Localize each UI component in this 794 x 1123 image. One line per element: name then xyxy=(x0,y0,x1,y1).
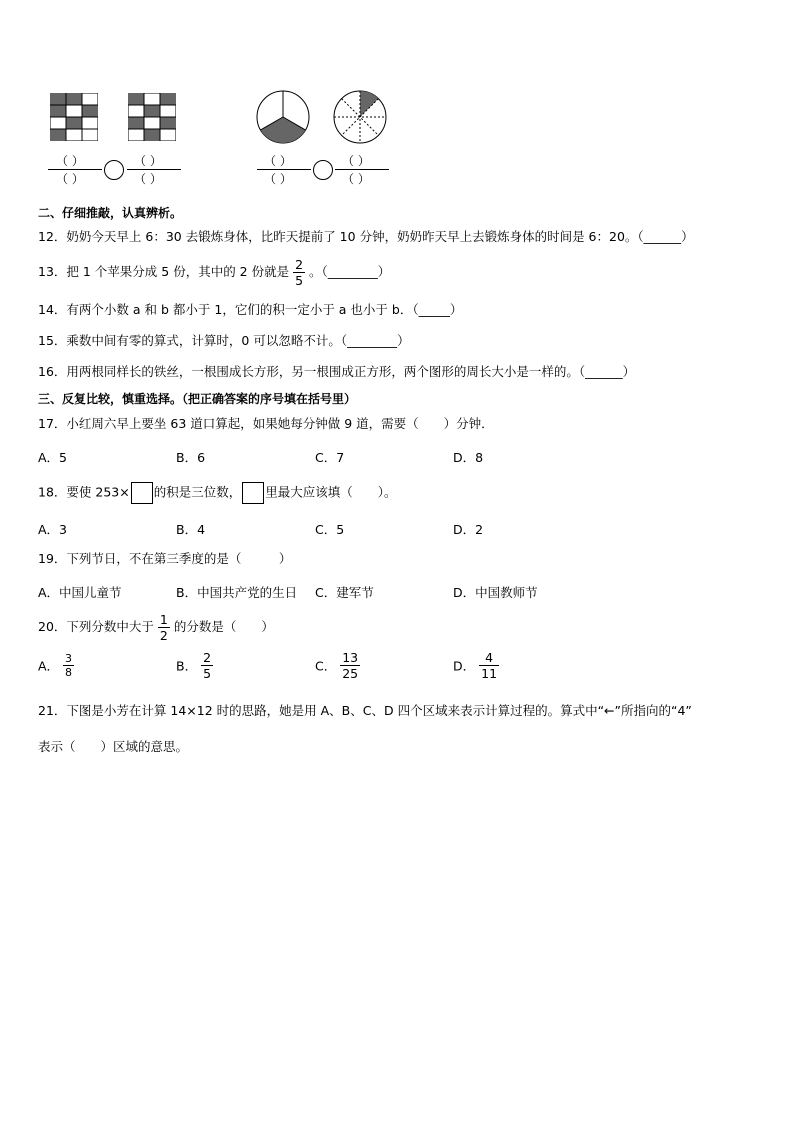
q13-denominator: 5 xyxy=(295,273,304,288)
blank-den-3: （ ） xyxy=(264,172,292,186)
q13-fraction xyxy=(293,257,305,288)
q17-option-b[interactable]: B．6 xyxy=(176,450,206,465)
q20-option-b-num: 2 xyxy=(203,650,212,665)
question-17: 17．小红周六早上要坐 63 道口算起，如果她每分钟做 9 道，需要（ ）分钟． xyxy=(38,416,494,431)
q17-option-c[interactable]: C．7 xyxy=(315,450,345,465)
q20-option-a-letter: A． xyxy=(38,658,60,674)
q20-option-a-den: 8 xyxy=(65,666,73,679)
q19-option-b[interactable]: B．中国共产党的生日 xyxy=(176,585,298,600)
q19-option-a[interactable]: A．中国儿童节 xyxy=(38,585,122,600)
q17-option-a[interactable]: A．5 xyxy=(38,450,68,465)
frac-line-3 xyxy=(257,169,311,170)
blank-den-1: （ ） xyxy=(56,172,84,186)
q20-option-d[interactable] xyxy=(453,650,499,681)
blank-num-1: （ ） xyxy=(56,154,84,168)
question-15: 15．乘数中间有零的算式，计算时，0 可以忽略不计。（________） xyxy=(38,333,410,348)
q21-text-end: ”所指向的“4” xyxy=(614,703,692,718)
q20-option-d-num: 4 xyxy=(485,650,494,665)
grid-left-svg xyxy=(50,93,98,141)
q18-tail: 里最大应该填（ ）。 xyxy=(265,484,397,500)
arrow-left-icon: ← xyxy=(604,703,615,718)
q13-text: 13．把 1 个苹果分成 5 份，其中的 2 份就是 xyxy=(38,264,290,279)
question-19: 19．下列节日，不在第三季度的是（ ） xyxy=(38,551,292,566)
question-13 xyxy=(38,257,390,288)
circle-right-svg xyxy=(333,90,387,144)
q20-fraction xyxy=(158,612,170,643)
q18-option-c[interactable]: C．5 xyxy=(315,522,345,537)
question-21-line-1 xyxy=(38,703,692,719)
q20-tail: 的分数是（ ） xyxy=(173,619,274,634)
q20-option-c[interactable] xyxy=(315,650,360,681)
q18-box-2[interactable] xyxy=(242,482,264,504)
q19-option-d[interactable]: D．中国教师节 xyxy=(453,585,538,600)
q20-denominator: 2 xyxy=(159,628,168,643)
section-2-heading: 二、仔细推敲，认真辨析。 xyxy=(38,206,183,220)
q20-option-b-den: 5 xyxy=(203,666,212,681)
compare-circle-1[interactable] xyxy=(104,160,124,180)
question-14: 14．有两个小数 a 和 b 都小于 1，它们的积一定小于 a 也小于 b．（_____） xyxy=(38,302,463,317)
grid-figure-left xyxy=(50,93,98,145)
blank-num-3: （ ） xyxy=(264,154,292,168)
blank-den-4: （ ） xyxy=(342,172,370,186)
q20-option-b-fraction xyxy=(201,650,213,681)
q20-option-d-letter: D． xyxy=(453,658,476,674)
q13-tail: 。（________） xyxy=(309,264,391,279)
question-21-line-2: 表示（ ）区域的意思。 xyxy=(38,739,189,754)
q18-option-a[interactable]: A．3 xyxy=(38,522,68,537)
q20-option-c-fraction xyxy=(340,650,360,681)
frac-line-4 xyxy=(335,169,389,170)
question-20 xyxy=(38,612,274,643)
blank-num-4: （ ） xyxy=(342,154,370,168)
circle-left-svg xyxy=(256,90,310,144)
compare-circle-2[interactable] xyxy=(313,160,333,180)
q20-option-a-fraction xyxy=(63,652,74,679)
blank-den-2: （ ） xyxy=(134,172,162,186)
q20-option-b[interactable] xyxy=(176,650,213,681)
q18-box-1[interactable] xyxy=(131,482,153,504)
q20-option-c-letter: C． xyxy=(315,658,337,674)
section-3-heading: 三、反复比较，慎重选择。（把正确答案的序号填在括号里） xyxy=(38,392,357,406)
grid-right-svg xyxy=(128,93,176,141)
question-16: 16．用两根同样长的铁丝，一根围成长方形，另一根围成正方形，两个图形的周长大小是一样的。（______） xyxy=(38,364,636,379)
q20-option-d-fraction xyxy=(479,650,499,681)
question-18 xyxy=(38,482,397,504)
q20-numerator: 1 xyxy=(159,612,168,627)
q18-text: 18．要使 253× xyxy=(38,484,130,500)
q18-mid: 的积是三位数， xyxy=(153,484,242,500)
q18-option-b[interactable]: B．4 xyxy=(176,522,206,537)
q19-option-c[interactable]: C．建军节 xyxy=(315,585,374,600)
q20-option-a-num: 3 xyxy=(65,652,73,665)
q20-option-a[interactable] xyxy=(38,652,74,679)
question-12: 12．奶奶今天早上 6：30 去锻炼身体，比昨天提前了 10 分钟，奶奶昨天早上去锻炼身体的时间是 6：20。（______） xyxy=(38,229,694,244)
q20-option-c-num: 13 xyxy=(342,650,359,665)
frac-line-2 xyxy=(127,169,181,170)
q20-option-b-letter: B． xyxy=(176,658,198,674)
q20-option-c-den: 25 xyxy=(342,666,359,681)
blank-num-2: （ ） xyxy=(134,154,162,168)
q17-option-d[interactable]: D．8 xyxy=(453,450,484,465)
grid-figure-right xyxy=(128,93,176,145)
q13-numerator: 2 xyxy=(295,257,304,272)
q18-option-d[interactable]: D．2 xyxy=(453,522,484,537)
circle-figure-right xyxy=(333,90,387,148)
frac-line-1 xyxy=(48,169,102,170)
q20-text: 20．下列分数中大于 xyxy=(38,619,154,634)
circle-figure-left xyxy=(256,90,310,148)
q20-option-d-den: 11 xyxy=(481,666,498,681)
q21-text: 21．下图是小芳在计算 14×12 时的思路，她是用 A、B、C、D 四个区域来表示计算过程的。算式中“ xyxy=(38,703,605,718)
